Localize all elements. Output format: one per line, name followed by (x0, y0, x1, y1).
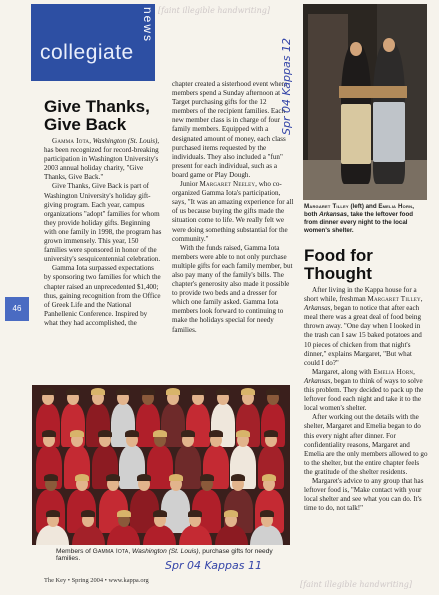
photo-face-right (383, 38, 395, 52)
photo-member-hair (181, 430, 195, 437)
photo-member-hair (200, 474, 214, 481)
photo-person-right-skirt (373, 102, 405, 162)
page-number-tab: 46 (5, 297, 29, 321)
photo-member-hair (188, 510, 202, 517)
photo-member-hair (141, 388, 155, 395)
photo-member-hair (260, 510, 274, 517)
photo-two-members-with-food (303, 4, 427, 200)
handwritten-note-side: Spr 04 Kappas 12 (280, 38, 293, 135)
photo-member-hair (209, 430, 223, 437)
photo-member-hair (98, 430, 112, 437)
photo-member-hair (264, 430, 278, 437)
faint-handwriting-top: [faint illegible handwriting] (158, 6, 270, 15)
photo-top-caption: Margaret Tilley (left) and Emelia Horn, both Arkansas, take the leftover food from dinner every night to the local women's shelter. (304, 203, 414, 234)
handwritten-note-bottom: Spr 04 Kappas 11 (165, 559, 262, 572)
photo-member-hair (46, 510, 60, 517)
article2-paragraph-4: Margaret's advice to any group that has leftover food is, "Make contact with your local shelter and see what you can do. It's time to do, not talk!" (304, 476, 424, 513)
photo-member-hair (191, 388, 205, 395)
page-footer: The Key • Spring 2004 • www.kappa.org (44, 577, 149, 584)
photo-member-hair (137, 474, 151, 481)
photo-member-hair (153, 430, 167, 437)
article1-title: Give Thanks, Give Back (44, 97, 150, 134)
article2-paragraph-1: After living in the Kappa house for a short while, freshman Margaret Tilley, Arkansas, began to notice that after each meal there was a great deal of food being thrown away. "One day when I looked in the trash can I saw 15 baked potatoes and 10 pieces of chicken from that night's dinner," explains Margaret, "But what could I do?" (304, 286, 423, 367)
photo-member-hair (41, 388, 55, 395)
photo-member-hair (91, 388, 105, 395)
article1-paragraph-2: Give Thanks, Give Back is part of Washington University's holiday gift-giving program. Each year, campus organizations "adopt" families for whom they provide holiday gifts. Beginning with one family in 1998, the program has grown immensely. This year, 150 families were sponsored in honor of the university's sesquicentennial celebration. (44, 182, 162, 264)
photo-member-hair (236, 430, 250, 437)
photo-member-hair (216, 388, 230, 395)
photo-member-hair (125, 430, 139, 437)
photo-member-hair (116, 388, 130, 395)
photo-bottom-caption: Members of Gamma Iota, Washington (St. Louis), purchase gifts for needy families. (56, 548, 273, 562)
article2-paragraph-2: Margaret, along with Emelia Horn, Arkansas, began to think of ways to solve this problem. They decided to pack up the leftover food each night and take it to the local women's shelter. (304, 367, 424, 413)
article1-paragraph-5: Junior Margaret Neeley, who co-organized Gamma Iota's participation, says, "It was an amazing experience for all of us because buying the gifts made the situation come to life. We really felt we were doing something substantial for the community." (172, 180, 294, 243)
photo-member-hair (70, 430, 84, 437)
photo-member-hair (42, 430, 56, 437)
photo-member-hair (117, 510, 131, 517)
article1-paragraph-1: Gamma Iota, Washington (St. Louis), has been recognized for record-breaking participation in Washington University's 2003 annual holiday charity, "Give Thanks, Give Back." (44, 137, 160, 182)
article1-column-2 (172, 80, 294, 335)
photo-member-hair (66, 388, 80, 395)
photo-member-hair (241, 388, 255, 395)
photo-face-left (350, 42, 362, 56)
photo-member-hair (231, 474, 245, 481)
photo-person-left-skirt (341, 104, 371, 164)
article1-column-1 (44, 137, 162, 328)
photo-member-hair (262, 474, 276, 481)
article2-column (304, 286, 428, 513)
photo-member-hair (106, 474, 120, 481)
section-banner (31, 4, 155, 81)
article2-paragraph-3: After working out the details with the shelter, Margaret and Emelia began to do this every night after dinner. For confidentiality reasons, Margaret and Emelia are the only members allowed to go to the shelter, but the entire chapter feels the gratitude of the shelter residents. (304, 413, 428, 476)
photo-member-hair (75, 474, 89, 481)
article1-paragraph-3: Gamma Iota surpassed expectations by sponsoring two families for which the chapter raised an unprecedented $1,400; thus, gaining recognition from the Office of Greek Life and the National Panhellenic Conference. Inspired by what they had accomplished, the (44, 264, 161, 327)
photo-member-hair (44, 474, 58, 481)
photo-member-hair (81, 510, 95, 517)
article1-paragraph-4: chapter created a sisterhood event where members spend a Sunday afternoon at Target purchasing gifts for the 12 members of the recipient families. Each new member class is in charge of four family members. Equipped with a designated amount of money, each class purchased items requested by the individuals. They also included a "fun" present for each individual, such as a board game or Play Dough. (172, 80, 288, 179)
article1-paragraph-6: With the funds raised, Gamma Iota members were able to not only purchase multiple gifts for each family member, but also pay many of the family's bills. The chapter's generosity also made it possible to provide two beds and a dresser for which one family asked. Gamma Iota members look forward to continuing to make the holidays special for needy families. (172, 243, 293, 334)
article2-title: Food for Thought (304, 246, 373, 283)
banner-title: collegiate (40, 41, 134, 64)
banner-vertical-text: news (141, 7, 155, 44)
photo-member-hair (266, 388, 280, 395)
photo-member-hair (169, 474, 183, 481)
photo-member-hair (224, 510, 238, 517)
faint-handwriting-bottom: [faint illegible handwriting] (300, 580, 412, 589)
photo-group-members (32, 385, 290, 545)
photo-member-hair (153, 510, 167, 517)
photo-member-hair (166, 388, 180, 395)
photo-food-box (339, 86, 407, 98)
